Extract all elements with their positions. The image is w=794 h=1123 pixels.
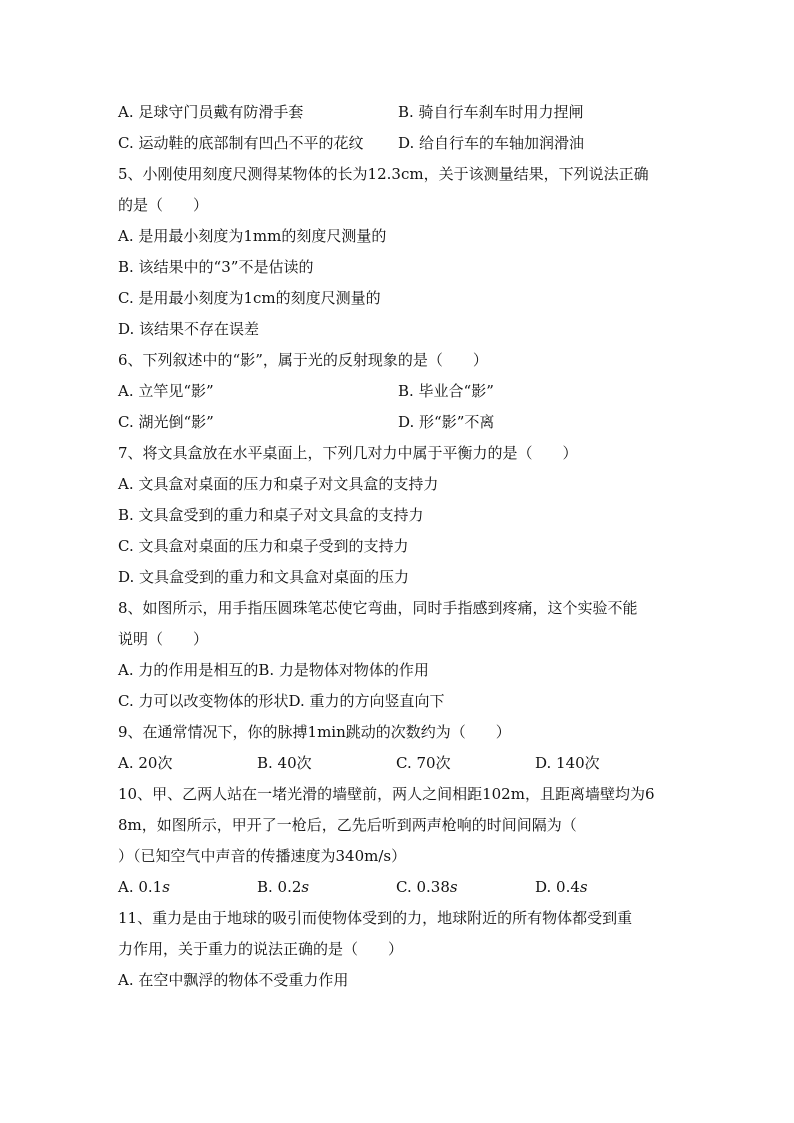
q10-option-d-value: D. 0.4 (535, 878, 580, 896)
q10-option-a-value: A. 0.1 (118, 878, 163, 896)
q10-option-d (535, 872, 588, 903)
q10-option-a (118, 872, 257, 903)
q8-stem-line-2: 说明（ ） (118, 630, 209, 648)
q4-option-d: D. 给自行车的车轴加润滑油 (398, 134, 585, 152)
q5-stem-line-2: 的是（ ） (118, 196, 209, 214)
q10-stem-line-1: 10、甲、乙两人站在一堵光滑的墙壁前，两人之间相距102m，且距离墙壁均为6 (118, 785, 655, 803)
q10-stem-line-2: 8m，如图所示，甲开了一枪后，乙先后听到两声枪响的时间间隔为（ (118, 816, 577, 834)
q10-option-b-unit: s (301, 878, 310, 896)
q9-option-a: A. 20次 (118, 754, 173, 772)
q10-option-c-value: C. 0.38 (396, 878, 450, 896)
q10-option-a-unit: s (162, 878, 170, 896)
q4-option-a: A. 足球守门员戴有防滑手套 (118, 103, 304, 121)
q10-option-c-unit: s (449, 878, 458, 896)
q11-option-a: A. 在空中飘浮的物体不受重力作用 (118, 971, 349, 989)
q10-option-d-unit: s (579, 878, 588, 896)
q11-stem-line-1: 11、重力是由于地球的吸引而使物体受到的力，地球附近的所有物体都受到重 (118, 909, 633, 927)
q5-stem-line-1: 5、小刚使用刻度尺测得某物体的长为12.3cm，关于该测量结果，下列说法正确 (118, 165, 649, 183)
q9-stem: 9、在通常情况下，你的脉搏1min跳动的次数约为（ ） (118, 723, 511, 741)
q6-option-a: A. 立竿见“影” (118, 382, 214, 400)
q7-stem: 7、将文具盒放在水平桌面上，下列几对力中属于平衡力的是（ ） (118, 444, 578, 462)
q7-option-c: C. 文具盒对桌面的压力和桌子受到的支持力 (118, 537, 409, 555)
q9-option-b: B. 40次 (257, 754, 312, 772)
q4-option-c: C. 运动鞋的底部制有凹凸不平的花纹 (118, 134, 364, 152)
q10-option-c (396, 872, 535, 903)
q6-stem: 6、下列叙述中的“影”，属于光的反射现象的是（ ） (118, 351, 488, 369)
q5-option-b: B. 该结果中的“3”不是估读的 (118, 258, 314, 276)
q6-options-row-2 (118, 407, 678, 438)
q5-option-a: A. 是用最小刻度为1mm的刻度尺测量的 (118, 227, 387, 245)
question-list (118, 97, 678, 996)
q4-options-row-1 (118, 97, 678, 128)
q9-option-c: C. 70次 (396, 754, 451, 772)
q5-option-d: D. 该结果不存在误差 (118, 320, 260, 338)
q8-options-line-2: C. 力可以改变物体的形状D. 重力的方向竖直向下 (118, 692, 445, 710)
q9-option-d: D. 140次 (535, 754, 600, 772)
q7-option-d: D. 文具盒受到的重力和文具盒对桌面的压力 (118, 568, 410, 586)
q10-option-b-value: B. 0.2 (257, 878, 302, 896)
q6-option-c: C. 湖光倒“影” (118, 413, 214, 431)
q7-option-a: A. 文具盒对桌面的压力和桌子对文具盒的支持力 (118, 475, 439, 493)
q8-options-line-1: A. 力的作用是相互的B. 力是物体对物体的作用 (118, 661, 429, 679)
q6-option-d: D. 形“影”不离 (398, 413, 495, 431)
q5-option-c: C. 是用最小刻度为1cm的刻度尺测量的 (118, 289, 381, 307)
q11-stem-line-2: 力作用，关于重力的说法正确的是（ ） (118, 940, 404, 958)
q8-stem-line-1: 8、如图所示，用手指压圆珠笔芯使它弯曲，同时手指感到疼痛，这个实验不能 (118, 599, 638, 617)
q10-options-row (118, 872, 678, 903)
q6-options-row-1 (118, 376, 678, 407)
q9-options-row (118, 748, 678, 779)
q4-options-row-2 (118, 128, 678, 159)
q7-option-b: B. 文具盒受到的重力和桌子对文具盒的支持力 (118, 506, 424, 524)
q4-option-b: B. 骑自行车刹车时用力捏闸 (398, 103, 584, 121)
q10-stem-line-3: ）（已知空气中声音的传播速度为340m/s） (118, 847, 407, 865)
q6-option-b: B. 毕业合“影” (398, 382, 494, 400)
q10-option-b (257, 872, 396, 903)
